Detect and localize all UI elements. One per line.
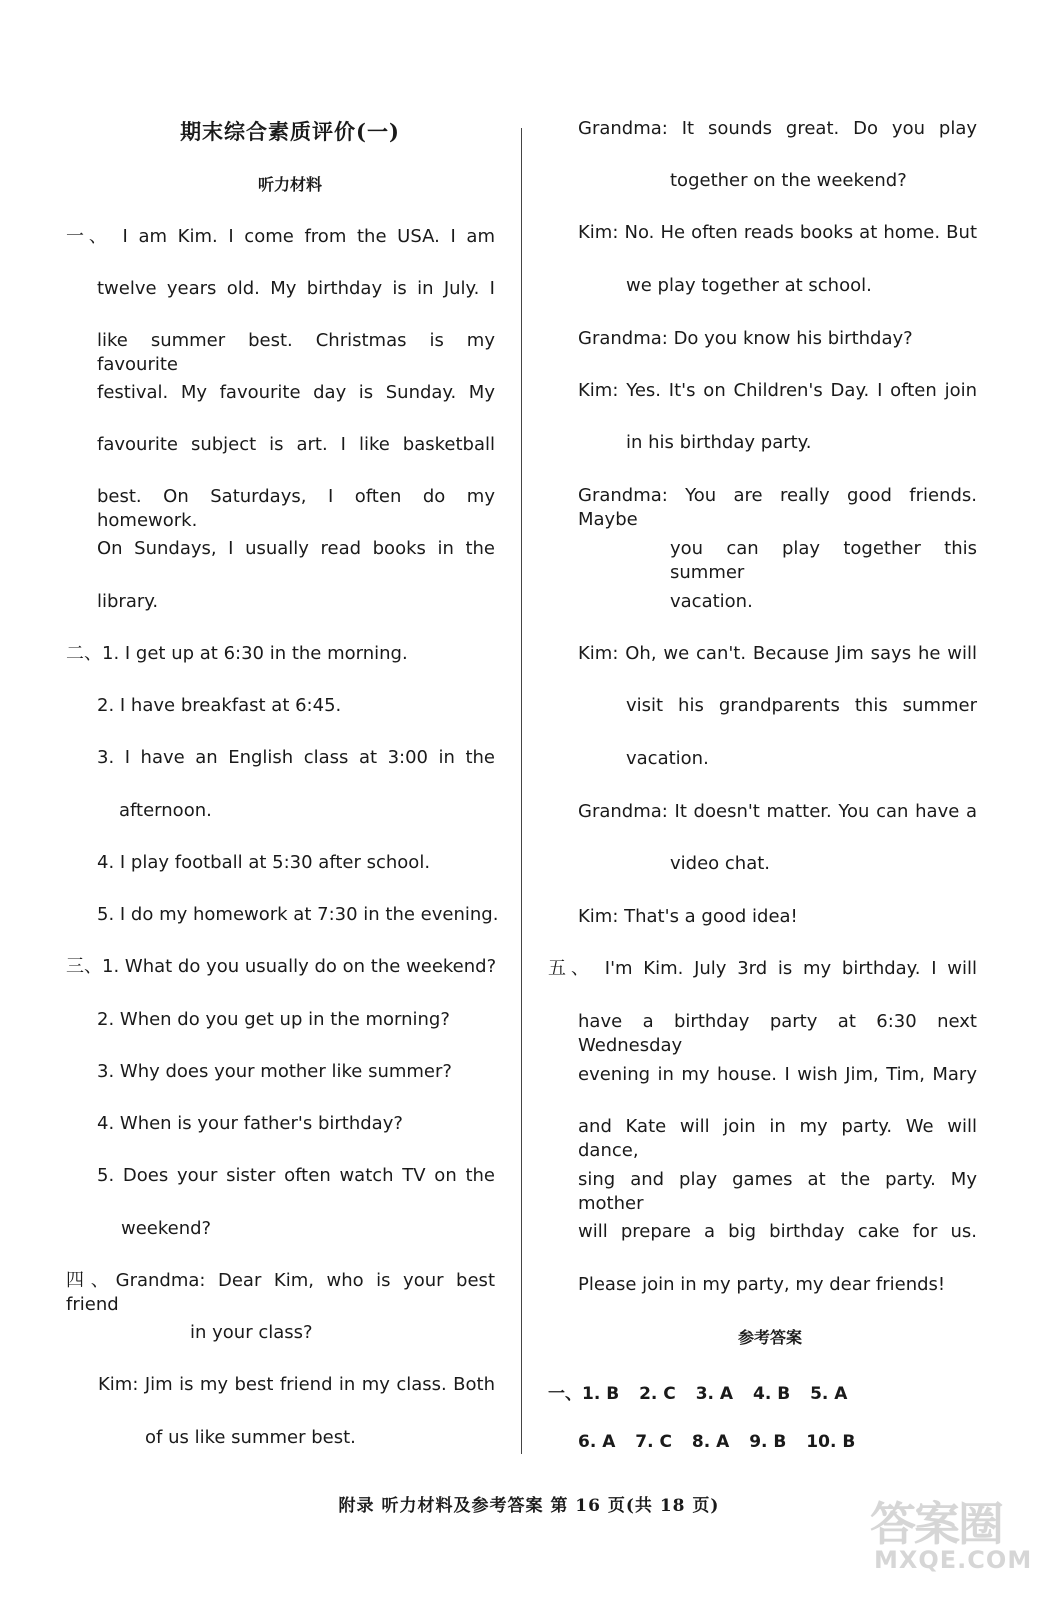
- answer-item: 一、1. B: [548, 1384, 620, 1404]
- text-line: visit his grandparents this summer: [626, 695, 977, 716]
- watermark-url: MXQE.COM: [874, 1546, 1033, 1574]
- text-line: Grandma: Do you know his birthday?: [578, 328, 913, 349]
- text-line: together on the weekend?: [670, 170, 907, 191]
- answer-row: [578, 1432, 869, 1452]
- answer-item: 8. A: [691, 1432, 730, 1452]
- text-line: Kim: Jim is my best friend in my class. Both: [98, 1374, 495, 1395]
- text-line: library.: [97, 591, 159, 612]
- text-line: 三、1. What do you usually do on the weekend?: [66, 956, 497, 977]
- text-line: 二、1. I get up at 6:30 in the morning.: [66, 643, 408, 664]
- text-line: Please join in my party, my dear friends!: [578, 1274, 946, 1295]
- text-line: video chat.: [670, 853, 771, 874]
- text-line: 4. When is your father's birthday?: [97, 1113, 403, 1134]
- text-line: sing and play games at the party. My mother: [578, 1169, 977, 1214]
- text-line: 2. I have breakfast at 6:45.: [97, 695, 342, 716]
- text-line: weekend?: [121, 1218, 212, 1239]
- text-line: evening in my house. I wish Jim, Tim, Mary: [578, 1064, 977, 1085]
- text-line: festival. My favourite day is Sunday. My: [97, 382, 495, 403]
- text-line: vacation.: [670, 591, 753, 612]
- page-footer: 附录 听力材料及参考答案 第 16 页(共 18 页): [338, 1496, 720, 1516]
- text-line: 4. I play football at 5:30 after school.: [97, 852, 431, 873]
- text-line: best. On Saturdays, I often do my homework.: [97, 486, 495, 531]
- text-line: 5. I do my homework at 7:30 in the evening.: [97, 904, 499, 925]
- text-line: vacation.: [626, 748, 709, 769]
- text-line: Kim: That's a good idea!: [578, 906, 798, 927]
- page-title: 期末综合素质评价(一): [180, 119, 400, 144]
- answer-row: [548, 1379, 861, 1404]
- text-line: like summer best. Christmas is my favourite: [97, 330, 495, 375]
- answers-title: 参考答案: [737, 1328, 802, 1347]
- text-line: 5. Does your sister often watch TV on the: [97, 1165, 495, 1186]
- text-line: you can play together this summer: [670, 538, 977, 583]
- answer-item: 9. B: [749, 1432, 787, 1452]
- text-line: 四、Grandma: Dear Kim, who is your best friend: [66, 1270, 495, 1315]
- text-line: Grandma: It sounds great. Do you play: [578, 118, 977, 139]
- answer-item: 4. B: [753, 1384, 791, 1404]
- text-line: 五、 I'm Kim. July 3rd is my birthday. I will: [548, 958, 977, 979]
- text-line: Kim: Oh, we can't. Because Jim says he will: [578, 643, 977, 664]
- text-line: have a birthday party at 6:30 next Wednesday: [578, 1011, 977, 1056]
- answer-item: 3. A: [695, 1384, 734, 1404]
- text-line: in your class?: [190, 1322, 313, 1343]
- text-line: in his birthday party.: [626, 432, 812, 453]
- text-line: Grandma: You are really good friends. Maybe: [578, 485, 977, 530]
- answer-item: 2. C: [639, 1384, 676, 1404]
- answer-item: 7. C: [635, 1432, 672, 1452]
- text-line: Kim: No. He often reads books at home. But: [578, 222, 977, 243]
- text-line: afternoon.: [119, 800, 212, 821]
- answer-item: 6. A: [578, 1432, 616, 1452]
- text-line: 3. Why does your mother like summer?: [97, 1061, 452, 1082]
- text-line: 3. I have an English class at 3:00 in the: [97, 747, 495, 768]
- column-divider: [521, 128, 522, 1454]
- text-line: will prepare a big birthday cake for us.: [578, 1221, 977, 1242]
- text-line: 一、 I am Kim. I come from the USA. I am: [66, 226, 495, 247]
- answer-item: 5. A: [810, 1384, 848, 1404]
- text-line: favourite subject is art. I like basketball: [97, 434, 495, 455]
- text-line: Kim: Yes. It's on Children's Day. I often join: [578, 380, 977, 401]
- text-line: twelve years old. My birthday is in July. I: [97, 278, 495, 299]
- text-line: we play together at school.: [626, 275, 872, 296]
- watermark-logo: [870, 1480, 1045, 1580]
- section-subtitle: 听力材料: [257, 175, 322, 194]
- answer-item: 10. B: [806, 1432, 856, 1452]
- watermark-text: 答案圈: [870, 1497, 1002, 1551]
- text-line: and Kate will join in my party. We will dance,: [578, 1116, 977, 1161]
- text-line: On Sundays, I usually read books in the: [97, 538, 495, 559]
- text-line: of us like summer best.: [145, 1427, 356, 1448]
- text-line: Grandma: It doesn't matter. You can have a: [578, 801, 977, 822]
- text-line: 2. When do you get up in the morning?: [97, 1009, 450, 1030]
